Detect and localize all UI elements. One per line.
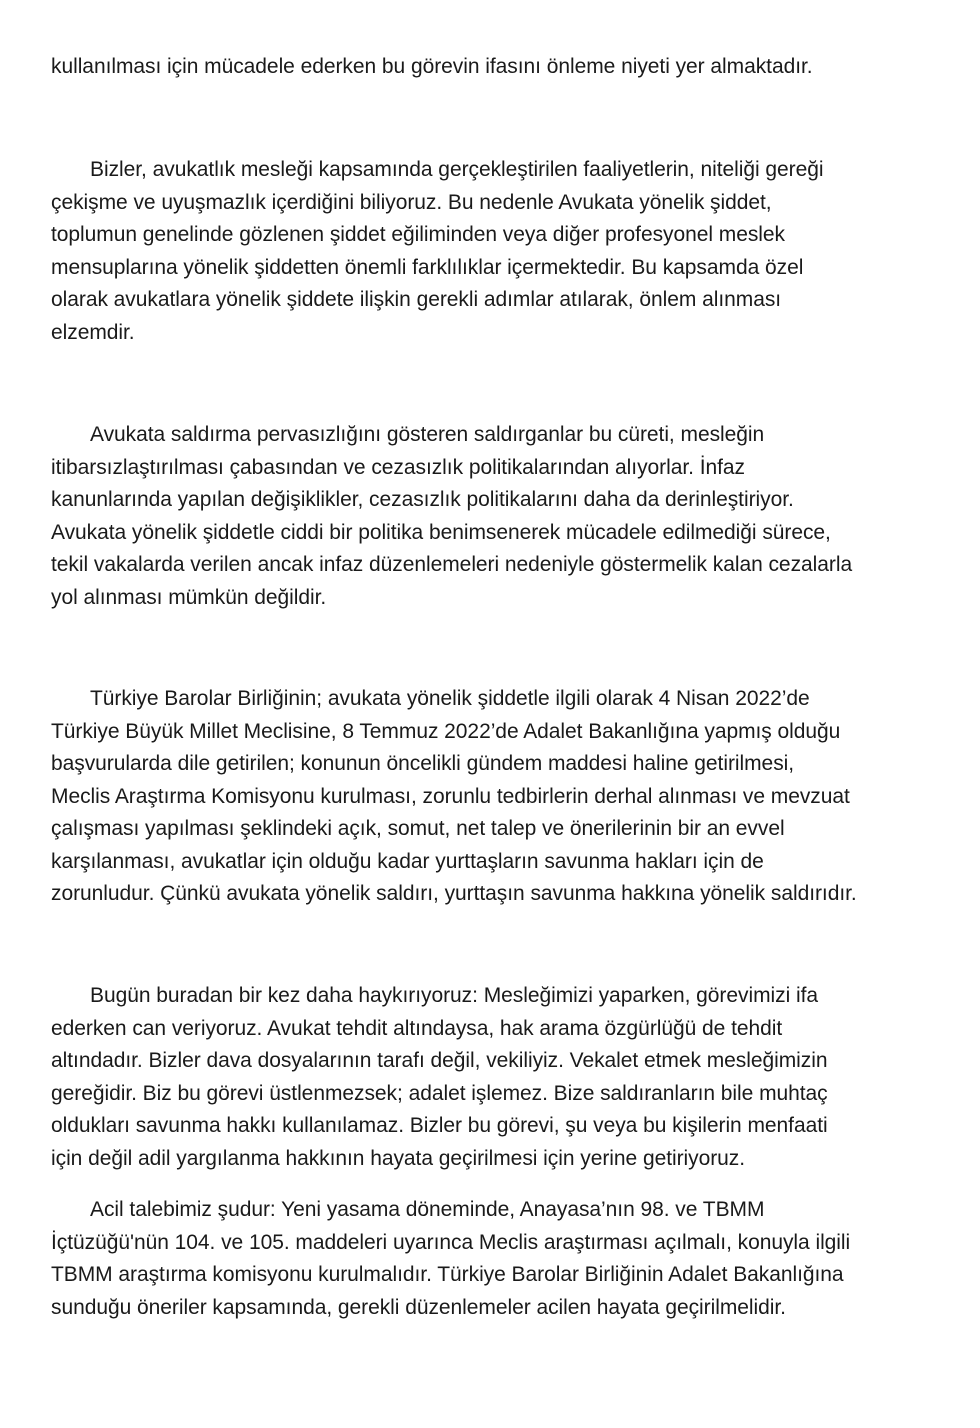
text-line: olarak avukatlara yönelik şiddete ilişkin gerekli adımlar atılarak, önlem alınması bbox=[51, 288, 782, 311]
text-line: için değil adil yargılanma hakkının hayata geçirilmesi için yerine getiriyoruz. bbox=[51, 1146, 746, 1170]
text-line: başvurularda dile getirilen; konunun öncelikli gündem maddesi haline getirilmesi, bbox=[51, 752, 795, 775]
text-line: toplumun genelinde gözlenen şiddet eğiliminden veya diğer profesyonel meslek bbox=[51, 223, 786, 246]
text-line: itibarsızlaştırılması çabasından ve cezasızlık politikalarından alıyorlar. İnfaz bbox=[51, 455, 745, 479]
text-line: Türkiye Barolar Birliğinin; avukata yönelik şiddetle ilgili olarak 4 Nisan 2022’de bbox=[90, 687, 810, 710]
paragraph-we-shout-again bbox=[51, 980, 941, 1175]
text-line: tekil vakalarda verilen ancak infaz düzenlemeleri nedeniyle göstermelik kalan cezalarla bbox=[51, 553, 853, 576]
text-line: oldukları savunma hakkı kullanılamaz. Bizler bu görevi, şu veya bu kişilerin menfaati bbox=[51, 1114, 828, 1137]
text-line: Türkiye Büyük Millet Meclisine, 8 Temmuz 2022’de Adalet Bakanlığına yapmış olduğu bbox=[51, 719, 841, 743]
text-line: zorunludur. Çünkü avukata yönelik saldırı, yurttaşın savunma hakkına yönelik saldırıdır. bbox=[51, 882, 857, 905]
text-line: çekişme ve uyuşmazlık içerdiğini biliyoruz. Bu nedenle Avukata yönelik şiddet, bbox=[51, 190, 772, 214]
text-line: altındadır. Bizler dava dosyalarının tarafı değil, vekiliyiz. Vekalet etmek mesleğimizin bbox=[51, 1049, 828, 1072]
text-line: Avukata yönelik şiddetle ciddi bir politika benimsenerek mücadele edilmediği sürece, bbox=[51, 520, 831, 544]
text-line: karşılanması, avukatlar için olduğu kadar yurttaşların savunma hakları için de bbox=[51, 849, 764, 873]
text-line: ederken can veriyoruz. Avukat tehdit altındaysa, hak arama özgürlüğü de tehdit bbox=[51, 1016, 783, 1040]
text-line: kanunlarında yapılan değişiklikler, cezasızlık politikalarını daha da derinleştiriyor. bbox=[51, 488, 794, 511]
paragraph-bar-association-applications bbox=[51, 683, 941, 911]
text-line: kullanılması için mücadele ederken bu görevin ifasını önleme niyeti yer almaktadır. bbox=[51, 55, 813, 78]
text-line: İçtüzüğü'nün 104. ve 105. maddeleri uyarınca Meclis araştırması açılmalı, konuyla ilgili bbox=[51, 1230, 851, 1254]
text-line: yol alınması mümkün değildir. bbox=[51, 585, 327, 609]
paragraph-urgent-demand bbox=[51, 1194, 941, 1324]
paragraph-impunity bbox=[51, 419, 941, 614]
text-line: Acil talebimiz şudur: Yeni yasama döneminde, Anayasa’nın 98. ve TBMM bbox=[90, 1198, 765, 1221]
text-line: gereğidir. Biz bu görevi üstlenmezsek; adalet işlemez. Bize saldıranların bile muhtaç bbox=[51, 1081, 828, 1105]
text-line: Meclis Araştırma Komisyonu kurulması, zorunlu tedbirlerin derhal alınması ve mevzuat bbox=[51, 784, 850, 808]
text-line: Bizler, avukatlık mesleği kapsamında gerçekleştirilen faaliyetlerin, niteliği gereği bbox=[90, 158, 824, 181]
text-line: elzemdir. bbox=[51, 320, 135, 344]
text-line: çalışması yapılması şeklindeki açık, somut, net talep ve önerilerinin bir an evvel bbox=[51, 817, 785, 840]
text-line: Avukata saldırma pervasızlığını gösteren saldırganlar bu cüreti, mesleğin bbox=[90, 423, 765, 446]
paragraph-profession-conflict bbox=[51, 154, 941, 349]
paragraph-continuation bbox=[51, 51, 941, 84]
text-line: TBMM araştırma komisyonu kurulmalıdır. Türkiye Barolar Birliğinin Adalet Bakanlığına bbox=[51, 1263, 844, 1286]
text-line: Bugün buradan bir kez daha haykırıyoruz: Mesleğimizi yaparken, görevimizi ifa bbox=[90, 984, 819, 1007]
text-line: sunduğu öneriler kapsamında, gerekli düzenlemeler acilen hayata geçirilmelidir. bbox=[51, 1295, 786, 1319]
text-line: mensuplarına yönelik şiddetten önemli farklılıklar içermektedir. Bu kapsamda özel bbox=[51, 255, 804, 279]
